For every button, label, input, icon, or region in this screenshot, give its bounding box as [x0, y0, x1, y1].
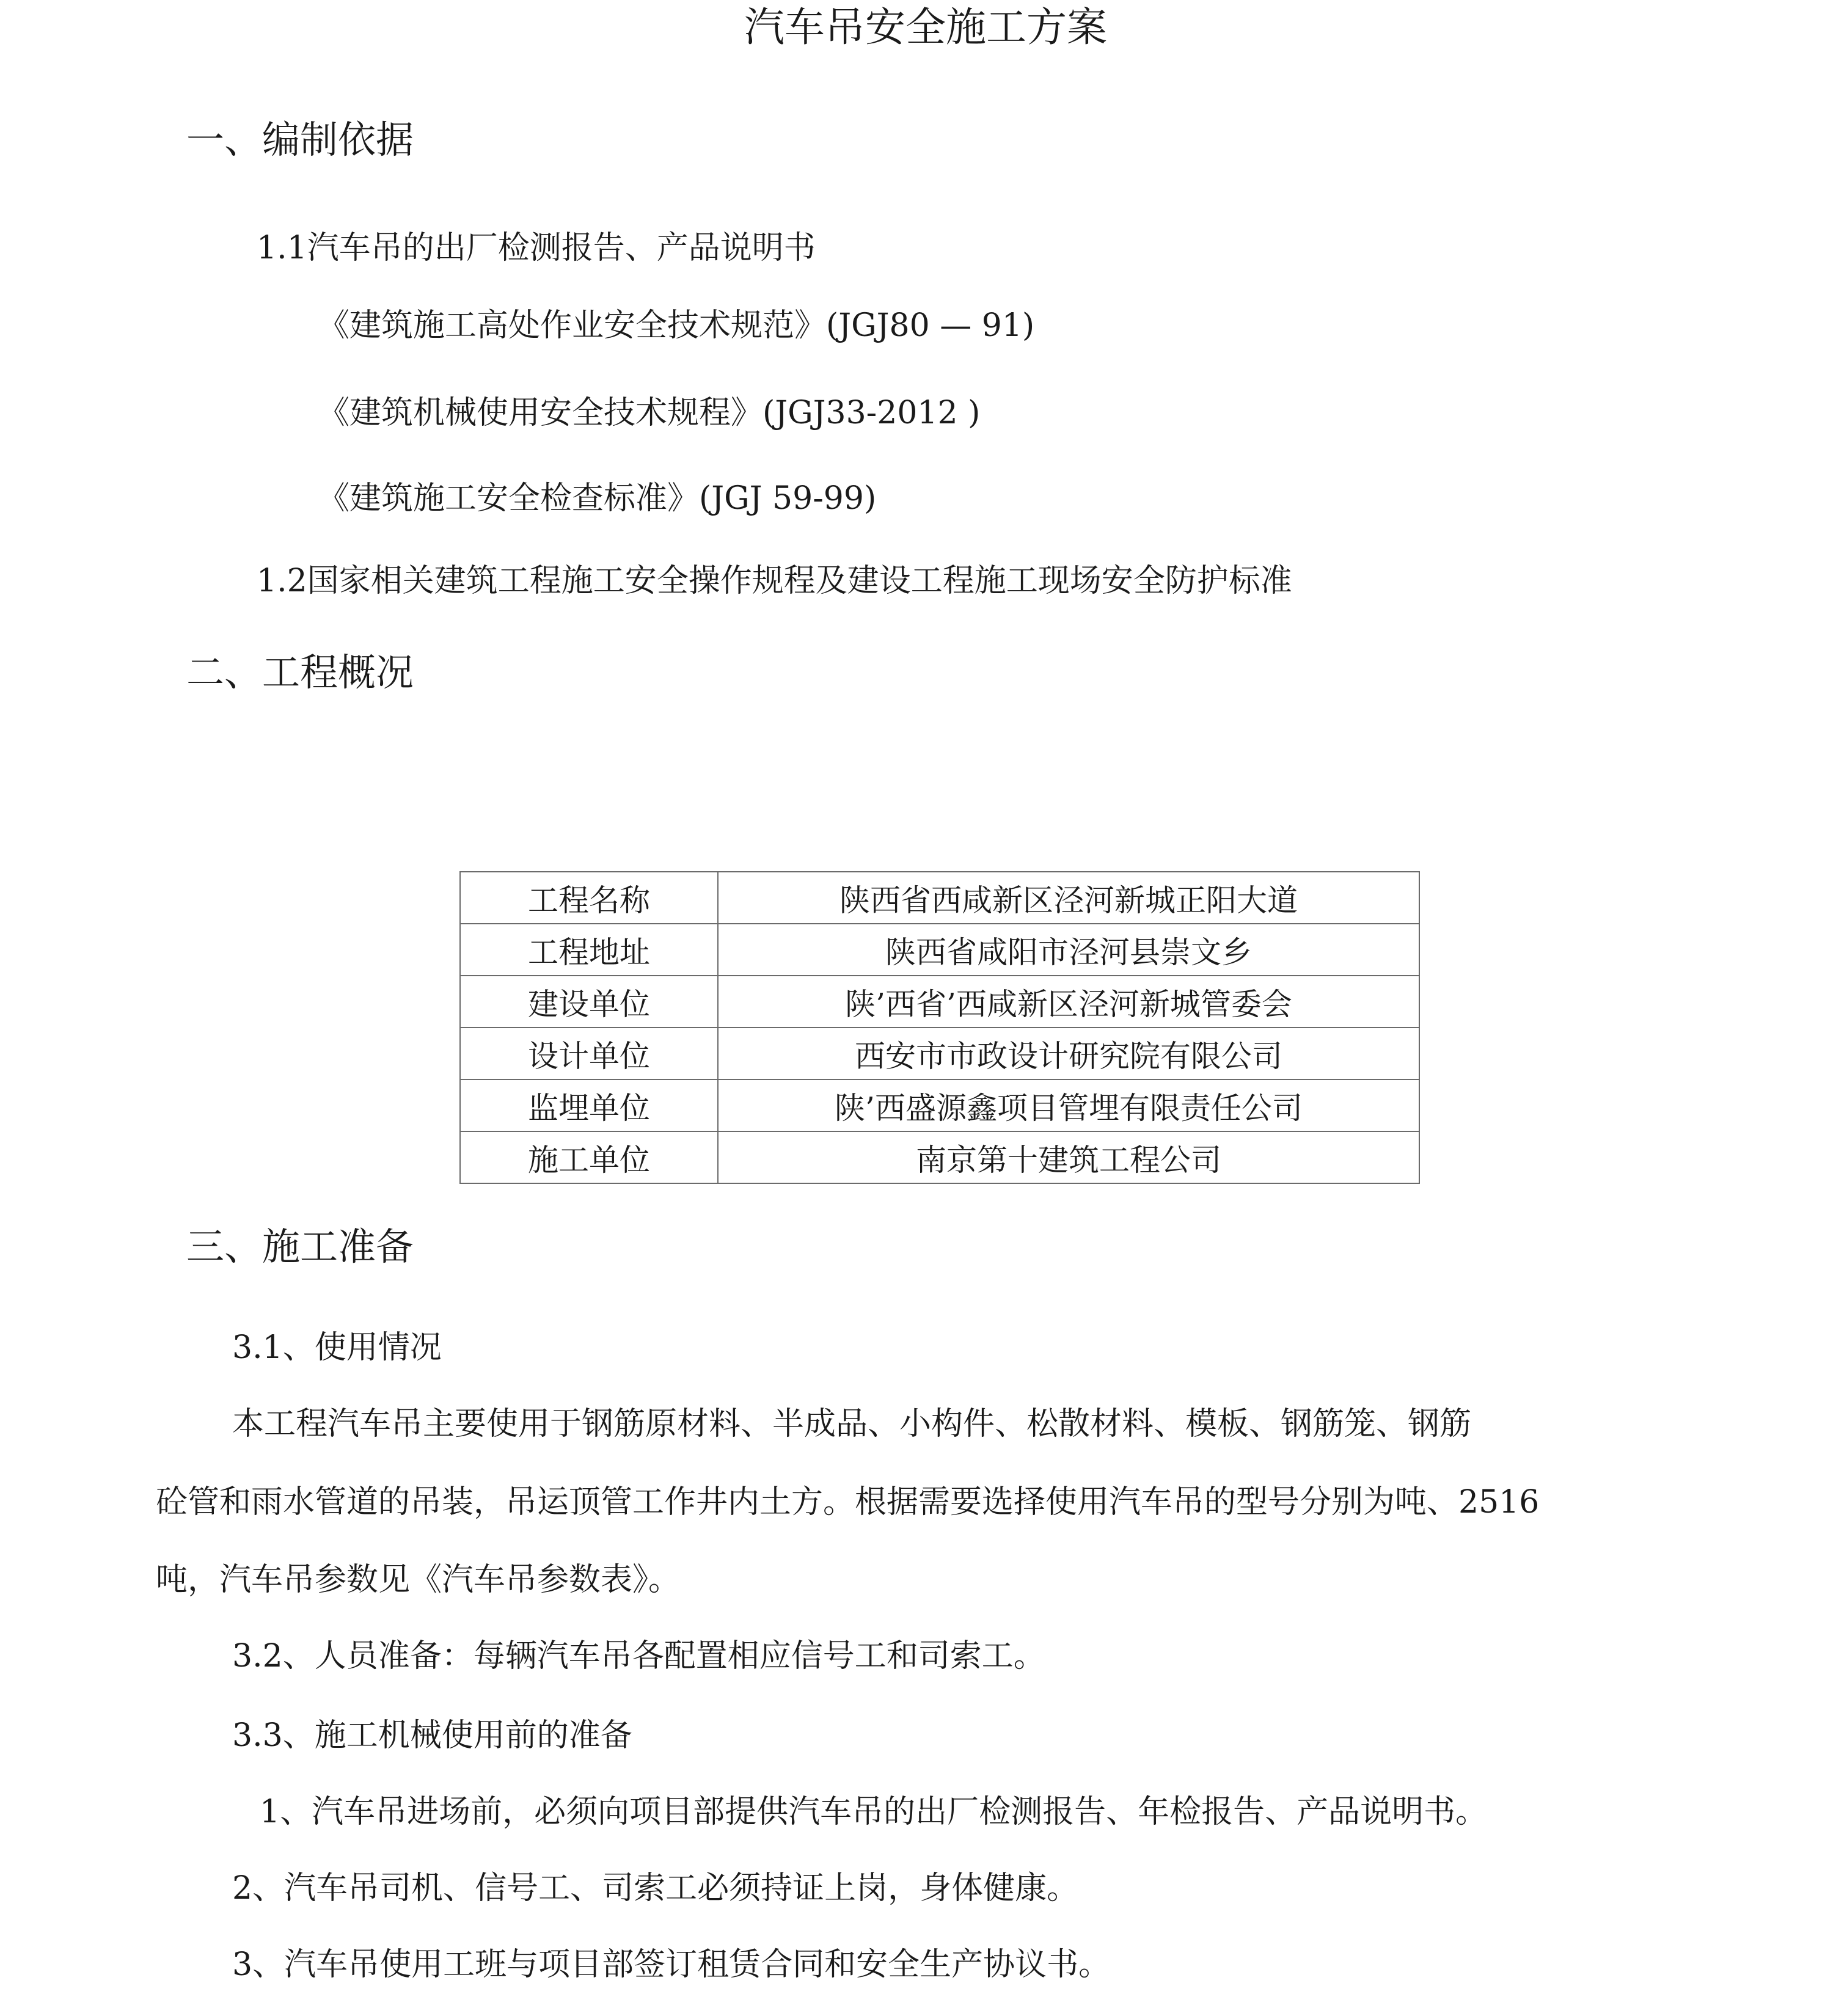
table-key-cell: 工程名称 [460, 872, 718, 924]
prep-item-3: 3、汽车吊使用工班与项目部签订租赁合同和安全生产协议书。 [232, 1946, 1111, 1983]
reference-3: 《建筑施工安全检查标准》(JGJ 59-99) [318, 480, 877, 517]
table-row [460, 924, 1419, 976]
paragraph-line: 砼管和雨水管道的吊装，吊运顶管工作井内土方。根据需要选择使用汽车吊的型号分别为吨、2516 [156, 1484, 1540, 1521]
table-value-cell: 陕西省西咸新区泾河新城正阳大道 [718, 872, 1419, 924]
table-row [460, 976, 1419, 1028]
document-title: 汽车吊安全施工方案 [744, 4, 1107, 51]
table-row [460, 872, 1419, 924]
project-overview-table [459, 871, 1420, 1184]
table-row [460, 1079, 1419, 1131]
item-1-1: 1.1汽车吊的出厂检测报告、产品说明书 [257, 230, 816, 266]
section-3-heading: 三、施工准备 [186, 1224, 414, 1269]
table-row [460, 1131, 1419, 1183]
reference-1: 《建筑施工高处作业安全技术规范》(JGJ80 — 91) [318, 307, 1035, 344]
table-value-cell: 南京第十建筑工程公司 [718, 1131, 1419, 1183]
reference-2: 《建筑机械使用安全技术规程》(JGJ33-2012 ) [318, 395, 981, 431]
table-key-cell: 设计单位 [460, 1028, 718, 1079]
subsection-3-3: 3.3、施工机械使用前的准备 [232, 1717, 632, 1754]
table-value-cell: 陕’西省’西咸新区泾河新城管委会 [718, 976, 1419, 1028]
table-value-cell: 陕西省咸阳市泾河县崇文乡 [718, 924, 1419, 976]
paragraph-line: 本工程汽车吊主要使用于钢筋原材料、半成品、小构件、松散材料、模板、钢筋笼、钢筋 [232, 1406, 1472, 1442]
subsection-3-1: 3.1、使用情况 [232, 1329, 442, 1366]
prep-item-1: 1、汽车吊进场前，必须向项目部提供汽车吊的出厂检测报告、年检报告、产品说明书。 [260, 1794, 1488, 1830]
table-key-cell: 监埋单位 [460, 1079, 718, 1131]
table-key-cell: 工程地址 [460, 924, 718, 976]
table-key-cell: 施工单位 [460, 1131, 718, 1183]
subsection-3-2: 3.2、人员准备：每辆汽车吊各配置相应信号工和司索工。 [232, 1638, 1045, 1675]
section-2-heading: 二、工程概况 [186, 650, 414, 695]
table-value-cell: 陕’西盛源鑫项目管埋有限责任公司 [718, 1079, 1419, 1131]
table-key-cell: 建设单位 [460, 976, 718, 1028]
section-1-heading: 一、编制依据 [186, 117, 414, 162]
table-value-cell: 西安市市政设计研究院有限公司 [718, 1028, 1419, 1079]
table-row [460, 1028, 1419, 1079]
prep-item-2: 2、汽车吊司机、信号工、司索工必须持证上岗，身体健康。 [232, 1870, 1079, 1907]
item-1-2: 1.2国家相关建筑工程施工安全操作规程及建设工程施工现场安全防护标准 [257, 563, 1292, 599]
paragraph-line: 吨，汽车吊参数见《汽车吊参数表》。 [156, 1561, 681, 1598]
